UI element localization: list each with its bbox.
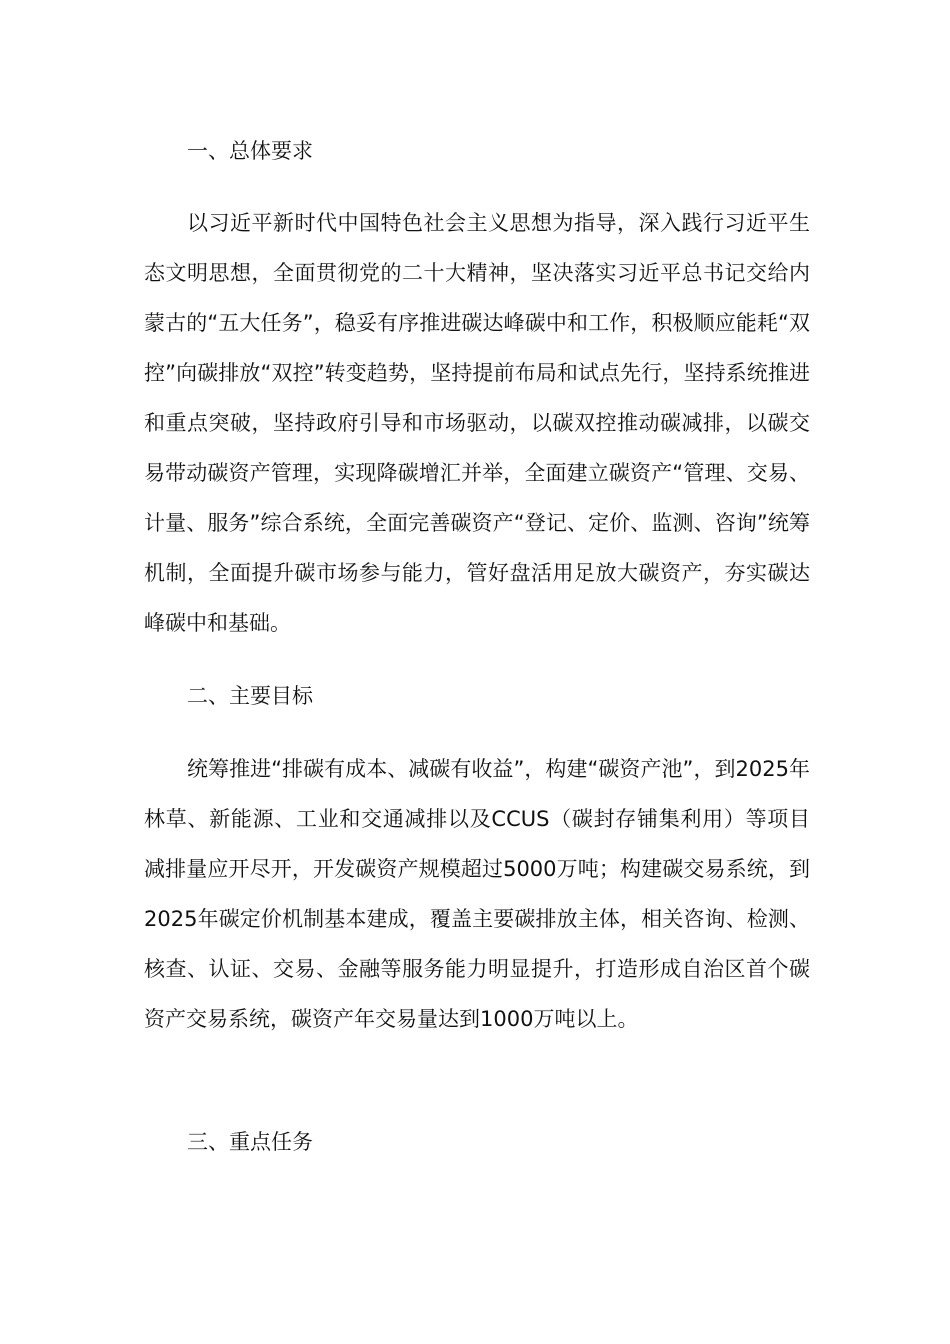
section-heading-overall-requirements: 一、总体要求 bbox=[187, 139, 313, 163]
section-paragraph-main-goals: 统筹推进“排碳有成本、减碳有收益”，构建“碳资产池”，到2025年林草、新能源、工业和交通减排以及CCUS（碳封存铺集利用）等项目减排量应开尽开，开发碳资产规模超过5000万吨；构建碳交易系统，到2025年碳定价机制基本建成，覆盖主要碳排放主体，相关咨询、检测、核查、认证、交易、金融等服务能力明显提升，打造形成自治区首个碳资产交易系统，碳资产年交易量达到1000万吨以上。 bbox=[144, 757, 810, 1031]
section-paragraph-overall-requirements: 以习近平新时代中国特色社会主义思想为指导，深入践行习近平生态文明思想，全面贯彻党的二十大精神，坚决落实习近平总书记交给内蒙古的“五大任务”，稳妥有序推进碳达峰碳中和工作，积极顺应能耗“双控”向碳排放“双控”转变趋势，坚持提前布局和试点先行，坚持系统推进和重点突破，坚持政府引导和市场驱动，以碳双控推动碳减排，以碳交易带动碳资产管理，实现降碳增汇并举，全面建立碳资产“管理、交易、计量、服务”综合系统，全面完善碳资产“登记、定价、监测、咨询”统筹机制，全面提升碳市场参与能力，管好盘活用足放大碳资产，夯实碳达峰碳中和基础。 bbox=[144, 211, 810, 635]
section-heading-main-goals: 二、主要目标 bbox=[187, 684, 313, 708]
section-heading-key-tasks: 三、重点任务 bbox=[187, 1130, 313, 1154]
